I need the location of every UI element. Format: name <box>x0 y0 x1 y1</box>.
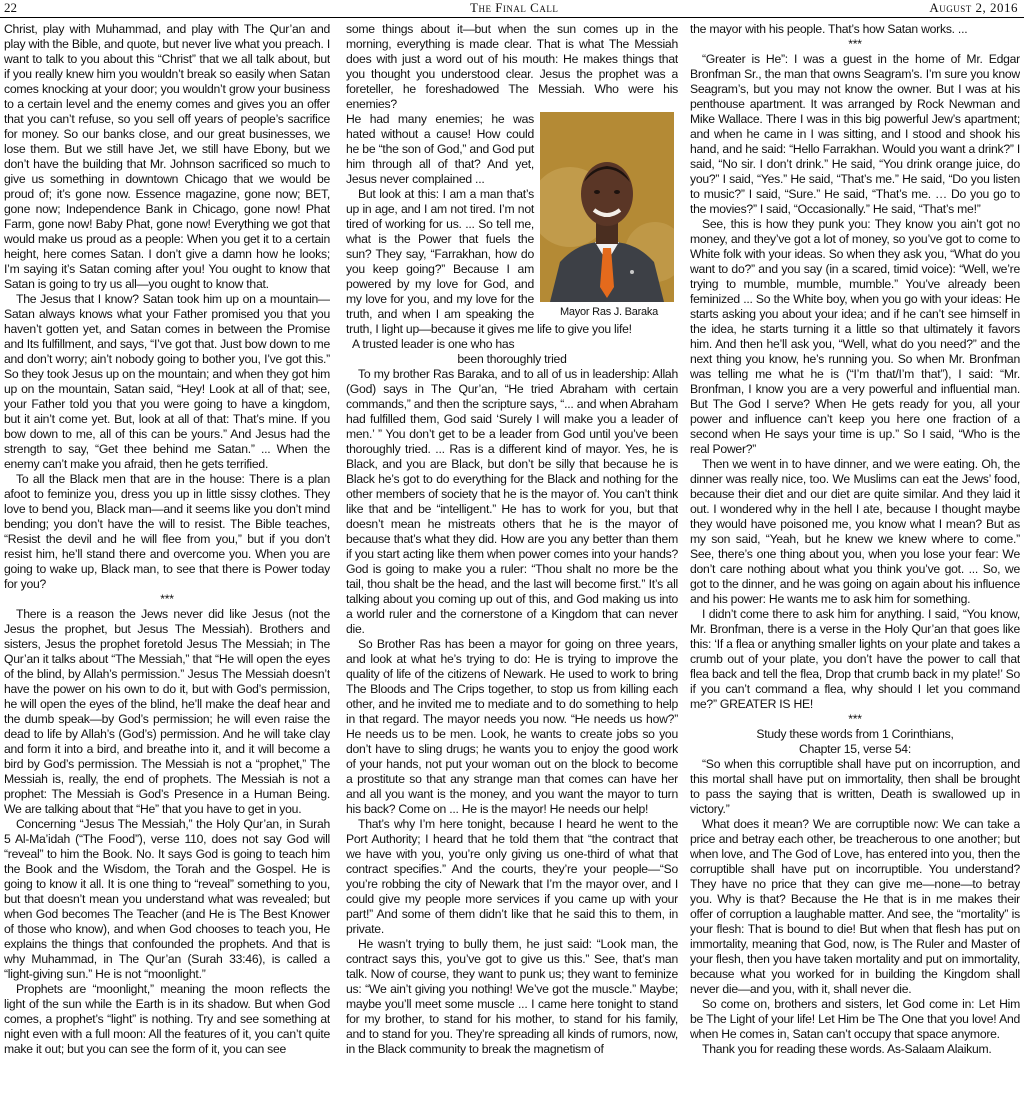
paragraph: “Greater is He”: I was a guest in the home of Mr. Edgar Bronfman Sr., the man that owns Seagram’s. I’m sure you know Seagram’s, but you may not know the owner. But I was at his penthouse apartment. It was arranged by Rock Newman and Mike Wallace. There I was in this big powerful Jew’s apartment; and when he came in I was sitting, and I stood and shook his hand, and he said: “Hello Farrakhan. Would you want a drink?” I said, “No sir. I don’t drink.” He said, “You drink orange juice, do you?” I said, “Yes.” He said, “That’s me.” He said, “Do you listen to music?” I said, “Sure.” He said, “That’s me. … Do you go to the movies?” I said, “Occasionally.” He said, “That’s me!” <box>690 52 1020 216</box>
paragraph: To all the Black men that are in the house: There is a plan afoot to feminize you, dress you up in little sissy clothes. They love to bend you, Black man—and it seems like you don’t mind bending; you don’t have the will to resist. The Bible teaches, “Resist the devil and he will flee from you,” but if you don’t resist him, he’ll stand there and overcome you. When you are going to wake up, Black man, to see that there is Power today for you? <box>4 472 330 591</box>
section-break: *** <box>848 37 862 51</box>
mayor-portrait-image <box>540 112 674 302</box>
mayor-photo-figure <box>540 112 678 319</box>
section-break: *** <box>160 592 174 606</box>
scripture-quote: “So when this corruptible shall have put on incorruption, and this mortal shall have put on immortality, then shall be brought to pass the saying that is written, Death is swallowed up in victory.” <box>690 757 1020 816</box>
paragraph: Concerning “Jesus The Messiah,” the Holy Qur’an, in Surah 5 Al-Ma’idah (“The Food”), verse 110, does not say God will “reveal” to him the Book. No. It says God is going to teach him the Book and the Wisdom, the Torah and the Gospel. He is going to know it all. It is one thing to “reveal” something to you, but that doesn’t mean you understand what was revealed; but when God becomes The Teacher (and He is The Best Knower of those who know), and when God chooses to teach you, He explains the things that confounded the prophets. And that is why Muhammad, in The Qur’an (Surah 33:46), is called a “light-giving sun.” He is not “moonlight.” <box>4 817 330 981</box>
article-column-1 <box>4 22 330 1106</box>
paragraph: He had many enemies; he was hated without a cause! How could he be “the son of God,” and God put him through all of that? And yet, Jesus never complained ... <box>346 112 534 186</box>
subheading-line-1: A trusted leader is one who has <box>352 337 515 351</box>
paragraph: Thank you for reading these words. As-Salaam Alaikum. <box>702 1042 992 1056</box>
paragraph: Christ, play with Muhammad, and play with The Qur’an and play with the Bible, and quote, but never live what you preach. I want to talk to you about this “Christ” that we all talk about, but if you really knew him you wouldn’t break so easily when Satan comes knocking at your door; you wouldn’t grow your business to a certain level and the enemy comes and gives you an offer that you can’t refuse, so you sell off years of people’s sacrifice for money. So our banks close, and our great businesses, we lose them. But we still have Jet, we still have Ebony, but we don’t have the building that Mr. Johnson sacrificed so much to give us something in downtown Chicago that we would be proud of; it’s gone now. Essence magazine, gone now; BET, gone now; Independence Bank in Chicago, gone now! Phat Farm, gone now! Baby Phat, gone now! Everything we got that would make us proud as a people: When you get it to a certain height, here comes Satan. I don’t give a damn how he looks; I’m saying it’s Satan coming after you! You ought to know that Satan is going to try us all—you ought to know that. <box>4 22 330 291</box>
paragraph: To my brother Ras Baraka, and to all of us in leadership: Allah (God) says in The Qur’an, “He tried Abraham with certain commands,” and then the scripture says, “... and when Abraham had fulfilled them, God said ‘Surely I will make you a leader of men.’ ” You don’t get to be a leader from God until you’ve been thoroughly tried. ... Ras is a different kind of mayor. Yes, he is Black, and you are Black, but don’t be silly that because he is Black he’s got to do everything for the Black and nothing for the other members of society that he is the mayor of. You can’t think like that and be “intelligent.” He has to work for you, but that doesn’t mean he mistreats others that he is the mayor of because that’s what they did. How are you any better than them if you start acting like them when power comes into your hands? God is going to make you a ruler: “Thou shalt no more be the tail, thou shalt be the head, and the last will become first.” It’s all talking about you coming up out of this, and God making us into a world ruler and the cornerstone of a Kingdom that can never die. <box>346 367 678 636</box>
paragraph: What does it mean? We are corruptible now: We can take a price and betray each other, be treacherous to one another; but when love, and The God of Love, has entered into you, then the corruptible shall have put on incorruptible. You understand? They have no price that they can give me—none—to betray you. Why is that? Because the He that is in me makes their offer of corruption a laughable matter. And see, the “mortality” is your flesh: That is bound to die! But when that flesh has put on immortality, meaning that God, now, is The Ruler and Master of your flesh, then you have taken mortality and put on immortality, because what you worked for in building the Kingdom shall never die—and you, with it, shall never die. <box>690 817 1020 996</box>
page-number: 22 <box>4 0 17 15</box>
portrait-illustration <box>540 112 674 302</box>
publication-name: The Final Call <box>470 0 559 15</box>
paragraph: But look at this: I am a man that’s up in age, and I am not tired. I’m not tired of working for us. ... So tell me, what is the Power that fuels the sun? They say, “Farrakhan, how do you keep going?” Because I am powered by my love for God, and my love for you, and my love for the truth, and when I am speaking the truth, I light up—because it gives me life to give you life! <box>346 187 632 336</box>
paragraph: There is a reason the Jews never did like Jesus (not the Jesus the prophet, but Jesus The Messiah). Brothers and sisters, Jesus the prophet foretold Jesus The Messiah; in The Qur’an it talks about “The Messiah,” that “He will open the eyes of the blind, by Allah’s permission.” Jesus The Messiah doesn’t have the power on his own to do it, but with God’s permission, he will open the eyes of the blind, he’ll make the deaf hear and the dumb speak—by God’s permission; he will even raise the dead to life by Allah’s (God’s) permission. And he will take clay and form it into a bird, and breathe into it, and it will become a bird by God’s permission. The Messiah is not a “prophet,” The Messiah is, really, the end of prophets. The Messiah is not a prophet: The Messiah is God’s Presence in a Human Being. We are talking about that “He” that you have to get in you. <box>4 607 330 816</box>
article-column-3 <box>690 22 1020 1106</box>
paragraph: Prophets are “moonlight,” meaning the moon reflects the light of the sun while the Earth is in its shadow. But when God comes, a prophet’s “light” is nothing. Try and see something at night even with a full moon: All the features of it, you can’t quite make it out; but you can see the form of it, you can see <box>4 982 330 1056</box>
paragraph: I didn’t come there to ask him for anything. I said, “You know, Mr. Bronfman, there is a verse in the Holy Qur’an that goes like this: ‘If a flea or anything smaller lights on your plate and takes a crumb out of your plate, you don’t have the power to call that flea back and tell the flea, Drop that crumb back in my plate!’ So if you can’t command a flea, why should I let you command me?” GREATER IS HE! <box>690 607 1020 711</box>
scripture-heading-line-1: Study these words from 1 Corinthians, <box>756 727 954 741</box>
header-rule <box>0 17 1024 18</box>
paragraph: He wasn’t trying to bully them, he just said: “Look man, the contract says this, you’ve got to give us this.” See, that’s man talk. Now of course, they want to punk us; they want to feminize us: “We ain’t giving you nothing! We’ve got the muscle.” Maybe; maybe you’ll meet some muscle ... I came here tonight to stand for my brother, to stand for his mother, to stand for his family, and to stand for you. They’re spreading all kinds of rumors, now, in the Black community to break the magnetism of <box>346 937 678 1056</box>
photo-caption: Mayor Ras J. Baraka <box>560 306 658 318</box>
scripture-heading-line-2: Chapter 15, verse 54: <box>799 742 911 756</box>
paragraph: The Jesus that I know? Satan took him up on a mountain—Satan always knows what your Father promised you that you haven’t gotten yet, and Satan comes in between the Promise and Its fulfillment, and says, “I’ve got that. Just bow down to me and don’t worry; ain’t nobody going to bother you, I’ve got this.” So they took Jesus up on the mountain; and when they got him up on the mountain, Satan said, “Hey! Look at all of that; see, your Father told you that you were going to have a kingdom, but it ain’t come yet. But, look at all of that: That’s mine. If you bow down to me, all of this can be yours.” And Jesus had the strength to say, “Get thee behind me Satan.” ... When the enemy can’t make you afraid, then he gets terrified. <box>4 292 330 471</box>
paragraph: See, this is how they punk you: They know you ain’t got no money, and they’ve got a lot of money, so you’ve got to come to White folk with your ideas. So when they ask you, “What do you want to do?” and you say (in a scared, timid voice): “Well, we’re trying to mumble, mumble, mumble.” You’ve already been feminized ... So the White boy, when you go with your ideas: He starts asking you about your idea; and if he can’t see himself in the idea, he starts turning it a little so that ultimately it favors him. And then he’ll ask you, “Well, what do you need?” and the next thing you know, he’s running you. So when Mr. Bronfman was telling me what he is (“I’m that/I’m that”), I said: “Mr. Bronfman, I know you are a very powerful and influential man. But The God I serve? When He gets ready for you, all your power and influence can’t keep you here one fraction of a second when He says your time is up.” So I said, “Who is the real Power?” <box>690 217 1020 456</box>
issue-date: August 2, 2016 <box>929 0 1018 15</box>
paragraph: Then we went in to have dinner, and we were eating. Oh, the dinner was really nice, too. We Muslims can eat the Jews’ food, because their diet and our diet are quite similar. And they laid it out. I wondered why in the hell I ate, because I thought maybe they would have poisoned me, you know what I mean? But as my son said, “Yeah, but he knew we knew where to come.” See, there’s one thing about you, when you lose your fear: We don’t care nothing about what you think you’ve got. ... So, we got to the dinner, and he was going on again about his influence and his power: He wants me to ask him for something. <box>690 457 1020 606</box>
article-column-2 <box>346 22 678 1106</box>
paragraph: some things about it—but when the sun comes up in the morning, everything is made clear. That is what The Messiah does with just a word out of his mouth: He makes things that you thought you understood clear. Jesus the prophet was a foreteller, he foreshadowed The Messiah. Who were his enemies? <box>346 22 678 111</box>
subheading-line-2: been thoroughly tried <box>457 352 567 366</box>
page-header <box>0 0 1024 17</box>
paragraph: the mayor with his people. That’s how Satan works. ... <box>690 22 968 36</box>
paragraph: So come on, brothers and sisters, let God come in: Let Him be The Light of your life! Let Him be The One that you love! And when He comes in, Satan can’t occupy that space anymore. <box>690 997 1020 1041</box>
section-break: *** <box>848 712 862 726</box>
paragraph: That’s why I’m here tonight, because I heard he went to the Port Authority; I heard that he told them that “the contract that we have with you, you’re only giving us one-third of what that contract specifies.” And the courts, they’re your people—“So you’re robbing the city of Newark that I’m the mayor over, and I could give my people more services if you came up with your part!” And some of them didn’t like that he said this to them, in private. <box>346 817 678 936</box>
paragraph: So Brother Ras has been a mayor for going on three years, and look at what he’s trying to do: He is trying to improve the quality of life of the citizens of Newark. He used to work to bring The Bloods and The Crips together, to stop us from killing each other, and he invited me to mediate and to do something to help in that regard. The mayor needs you now. “He needs us how?” He needs us to be men. Look, he wants to create jobs so you don’t have to sling drugs; he wants you to enjoy the good work of your hands, not put your woman out on the block to become a prostitute so that any strange man that comes can have her and all you want is the money, and you want the mayor to turn his back? Come on ... He is the mayor! He needs our help! <box>346 637 678 816</box>
